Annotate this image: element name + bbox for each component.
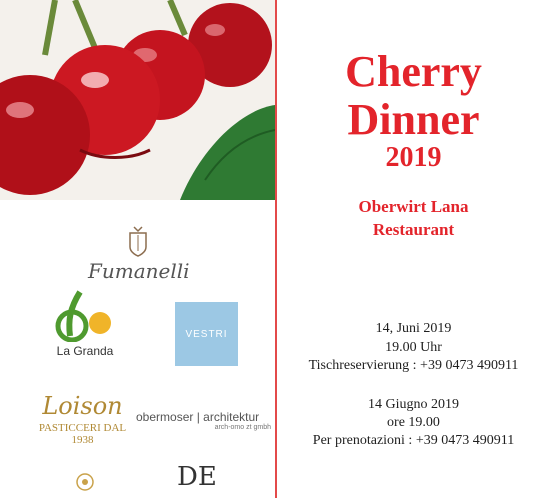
la-granda-symbol-icon	[50, 290, 120, 342]
event-year: 2019	[385, 142, 442, 173]
obermoser-logo	[136, 410, 271, 440]
cherry-painting	[0, 0, 275, 200]
loison-logo	[35, 392, 130, 447]
german-time: 19.00 Uhr	[385, 340, 442, 355]
fumanelli-logo	[88, 225, 188, 285]
venue-type: Restaurant	[372, 220, 455, 239]
loison-tagline: PASTICCERI DAL 1938	[38, 422, 127, 446]
venue-name: Oberwirt Lana	[358, 197, 469, 216]
de-wordmark: DE	[177, 462, 217, 492]
small-emblem-icon	[60, 468, 110, 498]
obermoser-tagline: arch-omo zt gmbh	[214, 424, 271, 431]
title-line-1: Cherry	[345, 47, 482, 96]
de-logo	[177, 462, 247, 498]
german-date: 14, Juni 2019	[375, 321, 452, 336]
right-panel	[277, 0, 550, 498]
la-granda-logo	[50, 290, 120, 362]
la-granda-wordmark: La Granda	[56, 344, 114, 358]
italian-reservation: Per prenotazioni : +39 0473 490911	[312, 433, 515, 448]
obermoser-wordmark: obermoser | architektur	[136, 410, 260, 424]
vestri-wordmark: VESTRI	[185, 329, 228, 340]
italian-time: ore 19.00	[387, 415, 440, 430]
fumanelli-wordmark: Fumanelli	[88, 259, 190, 283]
title-line-2: Dinner	[347, 95, 480, 144]
italian-date: 14 Giugno 2019	[368, 397, 459, 412]
loison-wordmark: Loison	[42, 392, 123, 420]
vestri-logo	[175, 302, 238, 366]
crest-icon	[126, 225, 150, 257]
german-reservation: Tischreservierung : +39 0473 490911	[308, 358, 519, 373]
